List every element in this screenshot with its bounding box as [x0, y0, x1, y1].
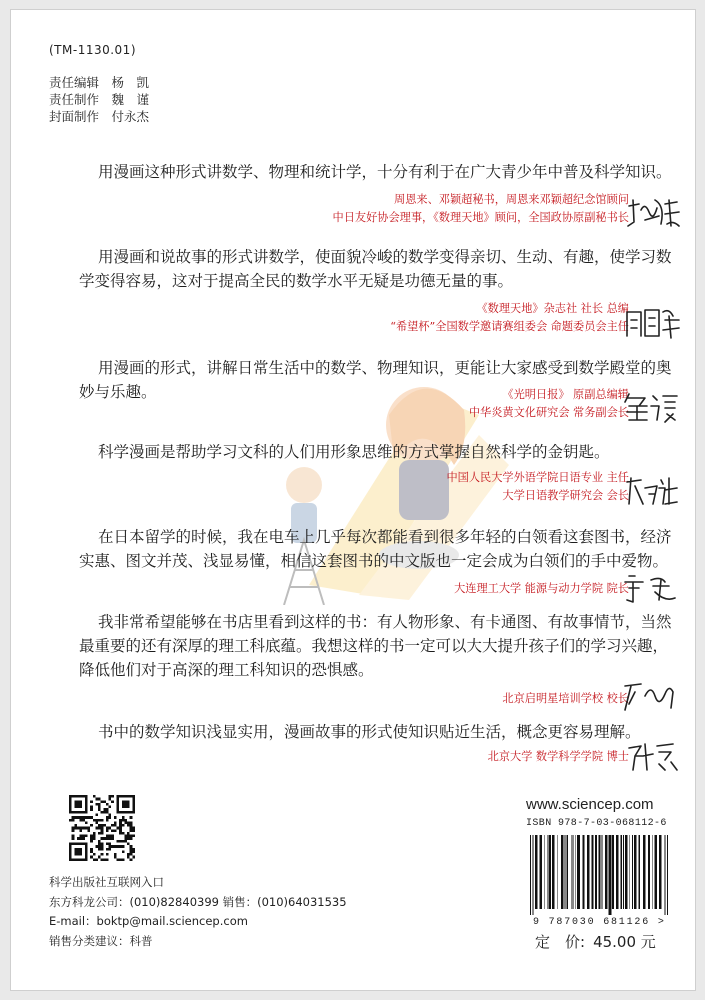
staff-name: 付永杰 [111, 109, 150, 124]
isbn-barcode [524, 833, 674, 917]
sales-category: 销售分类建议：科普 [49, 933, 153, 948]
attribution-line: 北京大学 数学科学学院 博士 [487, 750, 629, 763]
quote-text: 用漫画的形式，讲解日常生活中的数学、物理知识，更能让大家感受到数学殿堂的奥妙与乐趣。 [79, 359, 672, 401]
price-value: 45.00 元 [593, 933, 656, 951]
handwritten-signature [625, 740, 681, 774]
isbn-number: ISBN 978-7-03-068112-6 [526, 818, 667, 829]
handwritten-signature [621, 680, 677, 714]
price-label: 定 价: [535, 933, 586, 951]
attribution-line: 中华炎黄文化研究会 常务副会长 [468, 406, 629, 419]
publisher-email[interactable]: E-mail：boktp@mail.sciencep.com [49, 914, 248, 928]
staff-name: 魏 谨 [111, 92, 150, 107]
attribution-line: 中日友好协会理事，《数理天地》顾问，全国政协原副秘书长 [332, 211, 629, 224]
staff-role: 责任编辑 [49, 75, 100, 90]
attribution-line: “希望杯”全国数学邀请赛组委会 命题委员会主任 [390, 320, 629, 333]
back-cover [10, 9, 696, 991]
quote-text: 用漫画和说故事的形式讲数学，使面貌冷峻的数学变得亲切、生动、有趣，使学习数学变得容易，这对于提高全民的数学水平无疑是功德无量的事。 [79, 248, 672, 290]
quote-attribution [469, 386, 629, 422]
quote-attribution [333, 191, 629, 227]
attribution-line: 大学日语教学研究会 会长 [502, 489, 629, 502]
quote-text: 书中的数学知识浅显实用，漫画故事的形式使知识贴近生活，概念更容易理解。 [98, 723, 641, 741]
staff-role: 责任制作 [49, 92, 100, 107]
catalog-code: (TM-1130.01) [49, 43, 136, 57]
attribution-line: 《数理天地》杂志社 社长 总编 [476, 302, 629, 315]
attribution-line: 周恩来、邓颖超秘书，周恩来邓颖超纪念馆顾问 [394, 193, 629, 206]
quote-text: 在日本留学的时候，我在电车上几乎每次都能看到很多年轻的白领看这套图书，经济实惠、图文并茂、浅显易懂，相信这套图书的中文版也一定会成为白领们的手中爱物。 [79, 528, 672, 570]
quote-attribution [390, 300, 629, 336]
handwritten-signature [625, 196, 681, 230]
attribution-line: 《光明日报》 原副总编辑 [502, 388, 629, 401]
handwritten-signature [623, 390, 679, 424]
handwritten-signature [625, 306, 681, 340]
publisher-info [49, 873, 347, 951]
quote-attribution [488, 748, 629, 766]
quote-text: 科学漫画是帮助学习文科的人们用形象思维的方式掌握自然科学的金钥匙。 [98, 443, 610, 461]
handwritten-signature [623, 474, 679, 508]
price [535, 931, 656, 952]
attribution-line: 中国人民大学外语学院日语专业 主任 [446, 471, 629, 484]
staff-role: 封面制作 [49, 109, 100, 124]
publisher-website[interactable]: www.sciencep.com [526, 796, 654, 813]
qr-code[interactable] [69, 795, 135, 861]
quote-attribution [454, 580, 629, 598]
attribution-line: 大连理工大学 能源与动力学院 院长 [454, 582, 629, 595]
handwritten-signature [621, 572, 677, 606]
staff-credits [49, 74, 149, 125]
staff-name: 杨 凯 [111, 75, 150, 90]
barcode-digits: 9 787030 681126 > [533, 917, 666, 928]
quote-attribution [502, 690, 629, 708]
quote-attribution [446, 469, 629, 505]
staff-row [49, 74, 149, 91]
staff-row [49, 108, 149, 125]
publisher-portal: 科学出版社互联网入口 [49, 875, 164, 889]
staff-row [49, 91, 149, 108]
quote-text: 我非常希望能够在书店里看到这样的书：有人物形象、有卡通图、有故事情节，当然最重要的还有深厚的理工科底蕴。我想这样的书一定可以大大提升孩子们的学习兴趣，降低他们对于高深的理工科知识的恐惧感。 [79, 613, 672, 679]
publisher-phones: 东方科龙公司：(010)82840399 销售：(010)64031535 [49, 894, 347, 909]
quote-text: 用漫画这种形式讲数学、物理和统计学，十分有利于在广大青少年中普及科学知识。 [98, 163, 672, 181]
attribution-line: 北京启明星培训学校 校长 [502, 692, 629, 705]
